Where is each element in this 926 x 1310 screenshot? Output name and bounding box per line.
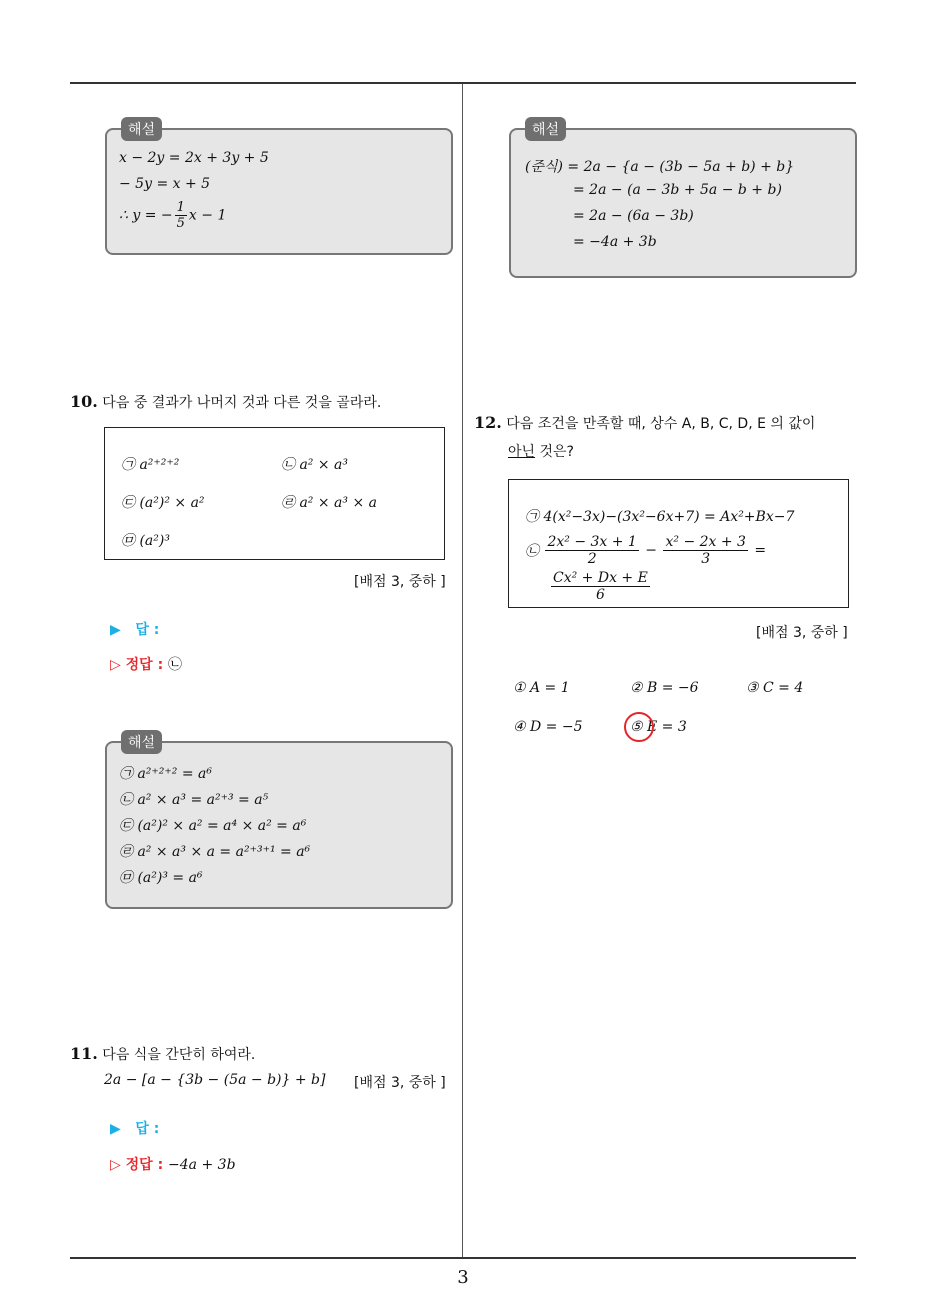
explanation-line: ㉡ a² × a³ = a²⁺³ = a⁵ [119,792,269,808]
condition-1: ㉠ 4(x²−3x)−(3x²−6x+7) = Ax²+Bx−7 [525,509,795,525]
choice: ㉠ a²⁺²⁺² [121,457,180,473]
explanation-tag: 해설 [121,117,162,141]
answer-field[interactable]: ▶ 답 : [110,622,160,638]
option-2[interactable]: ② B = −6 [630,680,699,696]
underlined-word: 아닌 [508,444,536,460]
explanation-line: ㉠ a²⁺²⁺² = a⁶ [119,766,213,782]
question-number: 11. [70,1044,98,1063]
score-label: [배점 3, 중하 ] [756,625,848,641]
choice: ㉢ (a²)² × a² [121,495,205,511]
explanation-box-11 [509,122,857,278]
question-11 [70,1044,255,1064]
score-label: [배점 3, 중하 ] [354,574,446,590]
choices-box-10 [104,427,445,560]
question-number: 12. [474,413,502,432]
column-divider [462,84,463,1258]
circled-answer-mark [624,712,654,742]
choice: ㉣ a² × a³ × a [281,495,377,511]
option-4[interactable]: ④ D = −5 [513,719,583,735]
explanation-box-10 [105,735,453,909]
score-label: [배점 3, 중하 ] [354,1075,446,1091]
question-text-line2: 아닌 것은? [508,444,574,460]
question-number: 10. [70,392,98,411]
choice: ㉡ a² × a³ [281,457,348,473]
conditions-box-12 [508,479,849,608]
condition-2-rhs: $\frac{\text{Cx² + Dx + E}}{6}$ [553,570,648,603]
answer-field[interactable]: ▶ 답 : [110,1121,160,1137]
question-text: 다음 식을 간단히 하여라. [102,1047,256,1063]
explanation-line: x − 2y = 2x + 3y + 5 [119,150,269,166]
explanation-line: (준식) = 2a − {a − (3b − 5a + b) + b} [525,159,795,175]
correct-answer: ▷ 정답 : −4a + 3b [110,1157,236,1173]
explanation-tag: 해설 [121,730,162,754]
explanation-line: ㉤ (a²)³ = a⁶ [119,870,203,886]
explanation-line: ㉢ (a²)² × a² = a⁴ × a² = a⁶ [119,818,307,834]
question-expression: 2a − [a − {3b − (5a − b)} + b] [104,1072,326,1088]
explanation-line: = 2a − (6a − 3b) [573,208,694,224]
explanation-tag: 해설 [525,117,566,141]
question-12 [474,413,815,433]
question-10 [70,392,381,412]
choice: ㉤ (a²)³ [121,533,170,549]
option-1[interactable]: ① A = 1 [513,680,570,696]
explanation-line: − 5y = x + 5 [119,176,211,192]
option-3[interactable]: ③ C = 4 [746,680,804,696]
correct-answer: ▷ 정답 : ㉡ [110,657,183,673]
condition-2: ㉡ $\frac{\text{2x² − 3x + 1}}{2}$ − $\frac{\text{x² − 2x + 3}}{3}$ = [525,534,767,567]
bottom-rule [70,1257,856,1259]
explanation-line: ∴ y = − $\frac{1}{5}$ x − 1 [119,200,227,231]
question-text: 다음 조건을 만족할 때, 상수 A, B, C, D, E 의 값이 [506,416,816,432]
explanation-line: = 2a − (a − 3b + 5a − b + b) [573,182,782,198]
question-text: 다음 중 결과가 나머지 것과 다른 것을 골라라. [102,395,382,411]
explanation-line: ㉣ a² × a³ × a = a²⁺³⁺¹ = a⁶ [119,844,311,860]
option-5[interactable]: ⑤ E = 3 [630,719,687,735]
explanation-box-9 [105,122,453,255]
page-number: 3 [457,1267,469,1288]
explanation-line: = −4a + 3b [573,234,657,250]
top-rule [70,82,856,84]
